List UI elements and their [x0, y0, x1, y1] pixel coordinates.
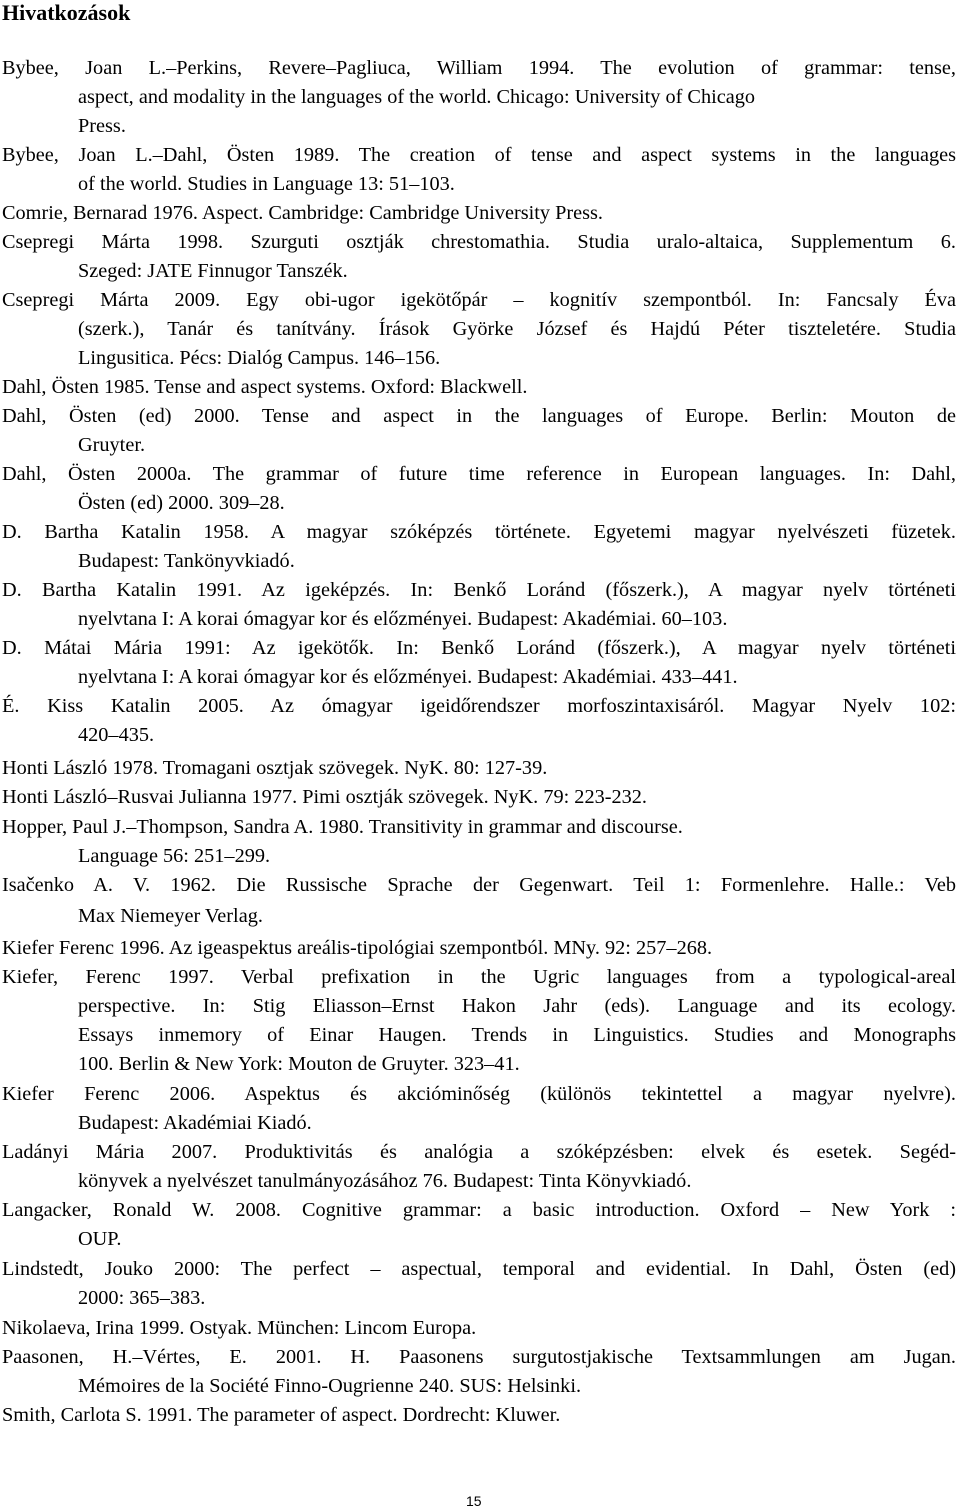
reference-line: Hopper, Paul J.–Thompson, Sandra A. 1980. Transitivity in grammar and discourse. — [2, 816, 683, 838]
reference-line: Östen (ed) 2000. 309–28. — [78, 492, 285, 514]
reference-line: nyelvtana I: A korai ómagyar kor és előzményei. Budapest: Akadémiai. 60–103. — [78, 608, 728, 630]
reference-line: Comrie, Bernarad 1976. Aspect. Cambridge: Cambridge University Press. — [2, 202, 603, 224]
reference-line: Kiefer, Ferenc 1997. Verbal prefixation in the Ugric languages from a typological-areal — [2, 966, 956, 988]
reference-line: D. Mátai Mária 1991: Az igekötők. In: Benkő Loránd (főszerk.), A magyar nyelv történeti — [2, 637, 956, 659]
reference-line: Essays inmemory of Einar Haugen. Trends in Linguistics. Studies and Monographs — [78, 1024, 956, 1046]
reference-line: (szerk.), Tanár és tanítvány. Írások Györke József és Hajdú Péter tiszteletére. Studia — [78, 318, 956, 340]
reference-line: of the world. Studies in Language 13: 51–103. — [78, 173, 455, 195]
reference-line: könyvek a nyelvészet tanulmányozásához 76. Budapest: Tinta Könyvkiadó. — [78, 1170, 692, 1192]
reference-line: Language 56: 251–299. — [78, 845, 271, 867]
reference-line: Dahl, Östen 2000a. The grammar of future time reference in European languages. In: Dahl, — [2, 463, 956, 485]
page-number: 15 — [466, 1493, 482, 1509]
reference-line: Budapest: Tankönyvkiadó. — [78, 550, 295, 572]
reference-line: Szeged: JATE Finnugor Tanszék. — [78, 260, 348, 282]
reference-line: Csepregi Márta 2009. Egy obi-ugor igekötőpár – kognitív szempontból. In: Fancsaly Éva — [2, 289, 956, 311]
reference-line: Langacker, Ronald W. 2008. Cognitive grammar: a basic introduction. Oxford – New York : — [2, 1199, 956, 1221]
reference-line: Isačenko A. V. 1962. Die Russische Sprache der Gegenwart. Teil 1: Formenlehre. Halle.: Veb — [2, 874, 956, 896]
reference-line: Honti László 1978. Tromagani osztjak szövegek. NyK. 80: 127-39. — [2, 757, 548, 779]
reference-line: Mémoires de la Société Finno-Ougrienne 240. SUS: Helsinki. — [78, 1375, 582, 1397]
reference-line: Lingusitica. Pécs: Dialóg Campus. 146–156. — [78, 347, 441, 369]
reference-line: Max Niemeyer Verlag. — [78, 905, 263, 927]
reference-line: Nikolaeva, Irina 1999. Ostyak. München: Lincom Europa. — [2, 1317, 477, 1339]
reference-line: 2000: 365–383. — [78, 1287, 206, 1309]
reference-line: aspect, and modality in the languages of the world. Chicago: University of Chicago — [78, 86, 756, 108]
reference-line: É. Kiss Katalin 2005. Az ómagyar igeidőrendszer morfoszintaxisáról. Magyar Nyelv 102: — [2, 695, 956, 717]
reference-line: Dahl, Östen 1985. Tense and aspect systems. Oxford: Blackwell. — [2, 376, 528, 398]
reference-line: Csepregi Márta 1998. Szurguti osztják chrestomathia. Studia uralo-altaica, Supplementum 6. — [2, 231, 956, 253]
reference-line: 100. Berlin & New York: Mouton de Gruyter. 323–41. — [78, 1053, 520, 1075]
reference-line: Ladányi Mária 2007. Produktivitás és analógia a szóképzésben: elvek és esetek. Segéd- — [2, 1141, 956, 1163]
reference-line: nyelvtana I: A korai ómagyar kor és előzményei. Budapest: Akadémiai. 433–441. — [78, 666, 738, 688]
reference-line: OUP. — [78, 1228, 122, 1250]
reference-line: Budapest: Akadémiai Kiadó. — [78, 1112, 312, 1134]
reference-line: Honti László–Rusvai Julianna 1977. Pimi osztják szövegek. NyK. 79: 223-232. — [2, 786, 647, 808]
reference-line: Dahl, Östen (ed) 2000. Tense and aspect in the languages of Europe. Berlin: Mouton de — [2, 405, 956, 427]
reference-line: Press. — [78, 115, 126, 137]
reference-line: Gruyter. — [78, 434, 146, 456]
reference-line: Kiefer Ferenc 2006. Aspektus és akcióminőség (különös tekintettel a magyar nyelvre). — [2, 1083, 956, 1105]
reference-line: Kiefer Ferenc 1996. Az igeaspektus areális-tipológiai szempontból. MNy. 92: 257–268. — [2, 937, 713, 959]
section-heading: Hivatkozások — [2, 0, 131, 25]
reference-line: Lindstedt, Jouko 2000: The perfect – aspectual, temporal and evidential. In Dahl, Östen (ed) — [2, 1258, 956, 1280]
reference-line: Smith, Carlota S. 1991. The parameter of aspect. Dordrecht: Kluwer. — [2, 1404, 561, 1426]
reference-line: Bybee, Joan L.–Perkins, Revere–Pagliuca, William 1994. The evolution of grammar: tense, — [2, 57, 956, 79]
reference-line: Bybee, Joan L.–Dahl, Östen 1989. The creation of tense and aspect systems in the languages — [2, 144, 956, 166]
reference-line: Paasonen, H.–Vértes, E. 2001. H. Paasonens surgutostjakische Textsammlungen am Jugan. — [2, 1346, 956, 1368]
reference-line: 420–435. — [78, 724, 155, 746]
reference-line: D. Bartha Katalin 1958. A magyar szóképzés története. Egyetemi magyar nyelvészeti füzetek. — [2, 521, 956, 543]
reference-line: D. Bartha Katalin 1991. Az igeképzés. In: Benkő Loránd (főszerk.), A magyar nyelv történeti — [2, 579, 956, 601]
reference-line: perspective. In: Stig Eliasson–Ernst Hakon Jahr (eds). Language and its ecology. — [78, 995, 956, 1017]
